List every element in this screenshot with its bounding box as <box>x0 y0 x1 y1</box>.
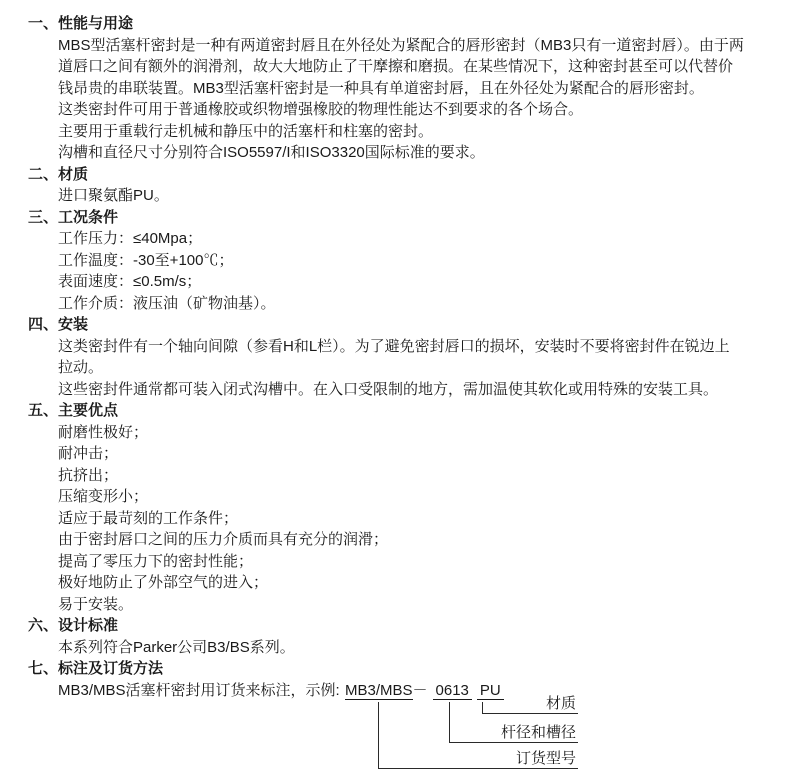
doc-line: 钱昂贵的串联装置。MB3型活塞杆密封是一种具有单道密封唇，且在外径处为紧配合的唇形密封。 <box>58 79 704 97</box>
ordering-example-size: 0613 <box>433 682 472 700</box>
callout-label-size: 杆径和槽径 <box>500 724 576 741</box>
section-4-title: 安装 <box>58 316 89 333</box>
section-3-title: 工况条件 <box>58 208 119 226</box>
doc-line: 提高了零压力下的密封性能； <box>58 552 254 570</box>
doc-line: 这类密封件可用于普通橡胶或织物增强橡胶的物理性能达不到要求的各个场合。 <box>58 101 584 118</box>
doc-line: 道唇口之间有额外的润滑剂，故大大地防止了干摩擦和磨损。在某些情况下，这种密封甚至可以代替价 <box>58 58 734 75</box>
callout-label-material: 材质 <box>545 695 576 712</box>
doc-line: 易于安装。 <box>58 595 134 613</box>
doc-line: MBS型活塞杆密封是一种有两道密封唇且在外径处为紧配合的唇形密封（MB3只有一道密封唇）。由于两 <box>58 36 744 54</box>
section-2-title: 材质 <box>58 165 89 183</box>
doc-line: 拉动。 <box>58 359 104 376</box>
doc-line: 工作介质：液压油（矿物油基）。 <box>58 294 276 312</box>
section-6-title: 设计标准 <box>58 617 119 634</box>
doc-line: 适应于最苛刻的工作条件； <box>58 509 239 527</box>
doc-line: 进口聚氨酯PU。 <box>58 187 169 204</box>
doc-line: 抗挤出； <box>58 466 119 484</box>
ordering-intro: MB3/MBS活塞杆密封用订货来标注，示例: <box>58 681 340 699</box>
doc-line: 表面速度：≤0.5m/s； <box>58 273 202 290</box>
section-7-heading <box>28 658 809 680</box>
section-5-heading <box>28 400 809 422</box>
doc-line: 主要用于重载行走机械和静压中的活塞杆和柱塞的密封。 <box>58 122 434 140</box>
ordering-example-series: MB3/MBS <box>345 681 413 699</box>
section-3-number: 三、 <box>28 208 59 226</box>
doc-line: 工作压力：≤40Mpa； <box>58 230 203 247</box>
doc-line: 由于密封唇口之间的压力介质而具有充分的润滑； <box>58 531 389 548</box>
section-1-number: 一、 <box>28 15 59 32</box>
doc-line: 极好地防止了外部空气的进入； <box>58 574 269 591</box>
callout-label-model: 订货型号 <box>515 750 576 767</box>
section-1-title: 性能与用途 <box>58 15 134 32</box>
doc-line: 压缩变形小； <box>58 488 149 505</box>
doc-line: 沟槽和直径尺寸分别符合ISO5597/I和ISO3320国际标准的要求。 <box>58 144 485 161</box>
callout-line-material-horizontal <box>482 713 578 714</box>
section-5-number: 五、 <box>28 402 59 419</box>
doc-line: 工作温度：-30至+100℃； <box>58 251 234 269</box>
section-4-number: 四、 <box>28 316 59 333</box>
ordering-example-material: PU <box>477 682 504 700</box>
callout-line-model-horizontal <box>378 768 578 769</box>
doc-line: 耐磨性极好； <box>58 423 149 441</box>
callout-line-size-horizontal <box>449 742 578 743</box>
section-4-heading <box>28 314 809 336</box>
section-2-number: 二、 <box>28 165 59 183</box>
section-2-heading <box>28 164 809 186</box>
section-7-title: 标注及订货方法 <box>58 660 164 677</box>
section-6-number: 六、 <box>28 617 59 634</box>
doc-line: 本系列符合Parker公司B3/BS系列。 <box>58 638 295 656</box>
section-7-number: 七、 <box>28 660 59 677</box>
section-5-title: 主要优点 <box>58 402 119 419</box>
doc-line: 这些密封件通常都可装入闭式沟槽中。在入口受限制的地方，需加温使其软化或用特殊的安装工具。 <box>58 380 719 398</box>
doc-line: 这类密封件有一个轴向间隙（参看H和L栏）。为了避免密封唇口的损坏，安装时不要将密封件在锐边上 <box>58 337 730 355</box>
ordering-example-dash: － <box>412 681 428 699</box>
section-3-heading <box>28 207 809 229</box>
doc-line: 耐冲击； <box>58 445 119 462</box>
section-6-heading <box>28 615 809 637</box>
section-1-heading <box>28 13 809 35</box>
